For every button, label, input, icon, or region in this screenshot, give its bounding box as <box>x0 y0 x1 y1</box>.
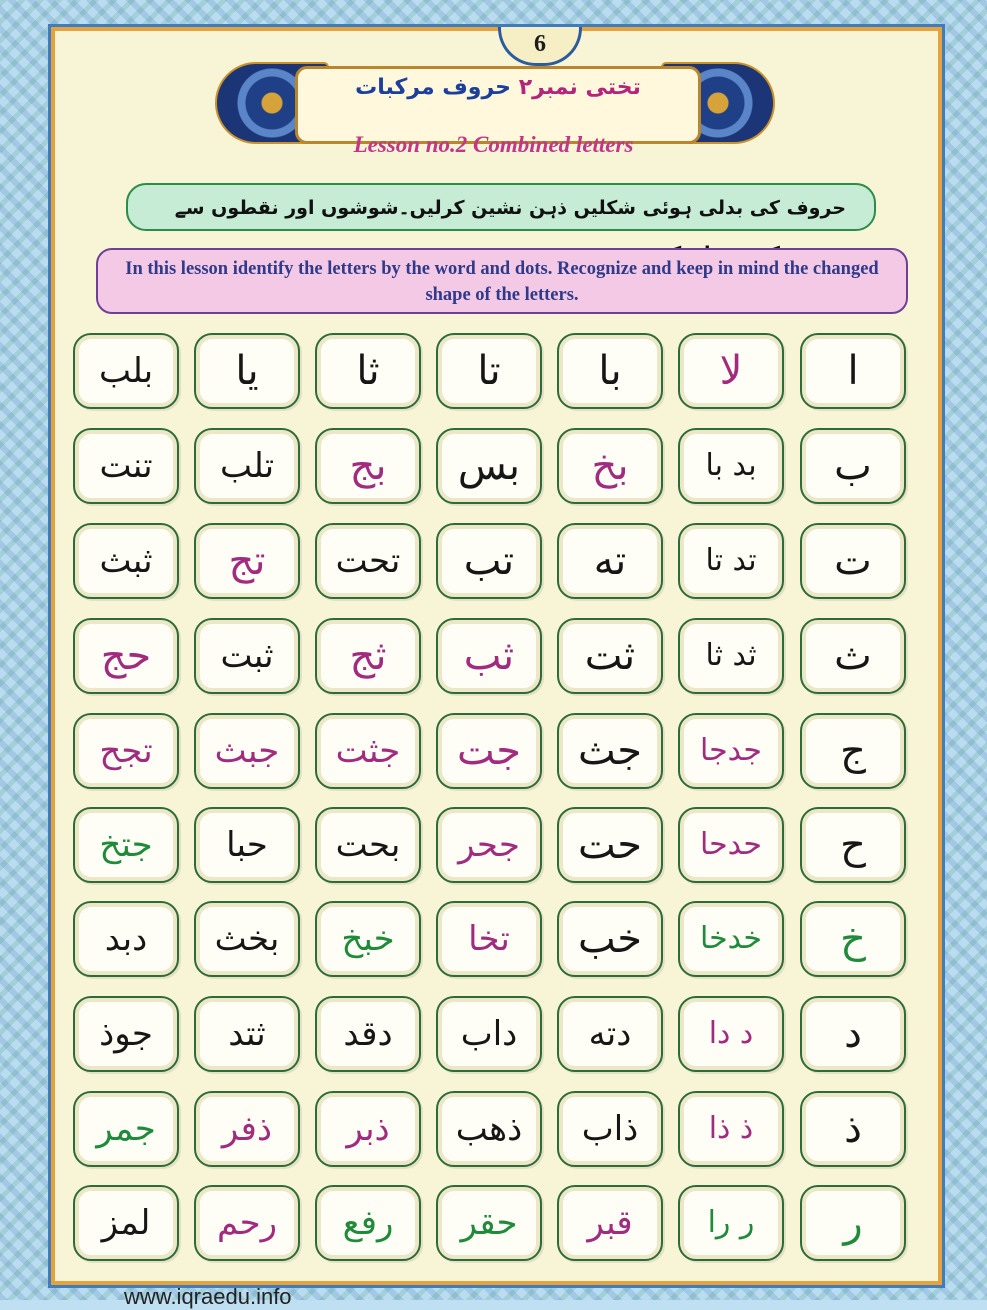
letter-tile: جوذ <box>73 996 179 1072</box>
letter-tile: ذفر <box>194 1091 300 1167</box>
letter-tile: ج <box>800 713 906 789</box>
letter-tile: ثتد <box>194 996 300 1072</box>
urdu-title-lead: تختی نمبر۲ <box>518 75 641 100</box>
letter-tile: ثج <box>315 618 421 694</box>
letter-tile: بلب <box>73 333 179 409</box>
letter-tile: ته <box>557 523 663 599</box>
letter-tile: تحت <box>315 523 421 599</box>
letter-tile: بد با <box>678 428 784 504</box>
letter-tile: خب <box>557 901 663 977</box>
letter-tile: ثب <box>436 618 542 694</box>
letter-tile: ب <box>800 428 906 504</box>
letter-tile: ذهب <box>436 1091 542 1167</box>
letter-tile: یا <box>194 333 300 409</box>
letter-tile: جث <box>557 713 663 789</box>
letter-tile: تخا <box>436 901 542 977</box>
letter-tile: د دا <box>678 996 784 1072</box>
letter-tile: لا <box>678 333 784 409</box>
letter-tile: جت <box>436 713 542 789</box>
letter-tile: ثبث <box>73 523 179 599</box>
letter-tile: بخ <box>557 428 663 504</box>
letter-tile: ثبت <box>194 618 300 694</box>
urdu-title <box>298 75 698 100</box>
letter-tile: د <box>800 996 906 1072</box>
letter-tile: ح <box>800 807 906 883</box>
letter-tile: لمز <box>73 1185 179 1261</box>
letter-tile: تد تا <box>678 523 784 599</box>
letter-tile: داب <box>436 996 542 1072</box>
letter-tile: خبخ <box>315 901 421 977</box>
letter-tile: حت <box>557 807 663 883</box>
letter-tile: ثا <box>315 333 421 409</box>
urdu-title-rest: حروف مرکبات <box>355 75 512 100</box>
letter-tile: بخث <box>194 901 300 977</box>
letter-tile: بحت <box>315 807 421 883</box>
letter-tile: حقر <box>436 1185 542 1261</box>
letter-tile: جدجا <box>678 713 784 789</box>
letter-tile: ثد ثا <box>678 618 784 694</box>
letter-tile: دبد <box>73 901 179 977</box>
letter-tile: حج <box>73 618 179 694</box>
letter-tile: حبا <box>194 807 300 883</box>
letter-tile: دقد <box>315 996 421 1072</box>
letter-tile: تلب <box>194 428 300 504</box>
letter-tile: تب <box>436 523 542 599</box>
letter-tile: بس <box>436 428 542 504</box>
letter-tile: با <box>557 333 663 409</box>
letter-tile: جبث <box>194 713 300 789</box>
letter-tile: جمر <box>73 1091 179 1167</box>
letter-tile: تا <box>436 333 542 409</box>
letter-tile: خدخا <box>678 901 784 977</box>
urdu-instructions: حروف کی بدلی ہوئی شکلیں ذہن نشین کرلیں۔شوشوں اور نقطوں سے <box>126 183 876 231</box>
letter-tile: بج <box>315 428 421 504</box>
letter-tile: ذ ذا <box>678 1091 784 1167</box>
letter-tile: تجح <box>73 713 179 789</box>
letter-tile: ا <box>800 333 906 409</box>
letter-tile: ذ <box>800 1091 906 1167</box>
letter-tile: حدحا <box>678 807 784 883</box>
footer-url: www.iqraedu.info <box>124 1284 292 1309</box>
page-number: 6 <box>498 27 582 66</box>
letter-tile: تنت <box>73 428 179 504</box>
letter-tile: تج <box>194 523 300 599</box>
english-title: Lesson no.2 Combined letters <box>353 132 634 157</box>
letter-tile: ث <box>800 618 906 694</box>
letter-tile: ر <box>800 1185 906 1261</box>
letter-tile: خ <box>800 901 906 977</box>
letter-tile: ذاب <box>557 1091 663 1167</box>
letter-tile: جتخ <box>73 807 179 883</box>
letter-tile: قبر <box>557 1185 663 1261</box>
english-instructions: In this lesson identify the letters by the word and dots. Recognize and keep in mind the changed shape of the letters. <box>96 248 908 314</box>
letter-tile: ر را <box>678 1185 784 1261</box>
letter-tile: ثت <box>557 618 663 694</box>
letter-tile: جحر <box>436 807 542 883</box>
letter-tile: ذبر <box>315 1091 421 1167</box>
letter-tile: رحم <box>194 1185 300 1261</box>
letter-tile: رفع <box>315 1185 421 1261</box>
letter-tile: جثت <box>315 713 421 789</box>
letter-tile: ت <box>800 523 906 599</box>
letter-tile: دته <box>557 996 663 1072</box>
